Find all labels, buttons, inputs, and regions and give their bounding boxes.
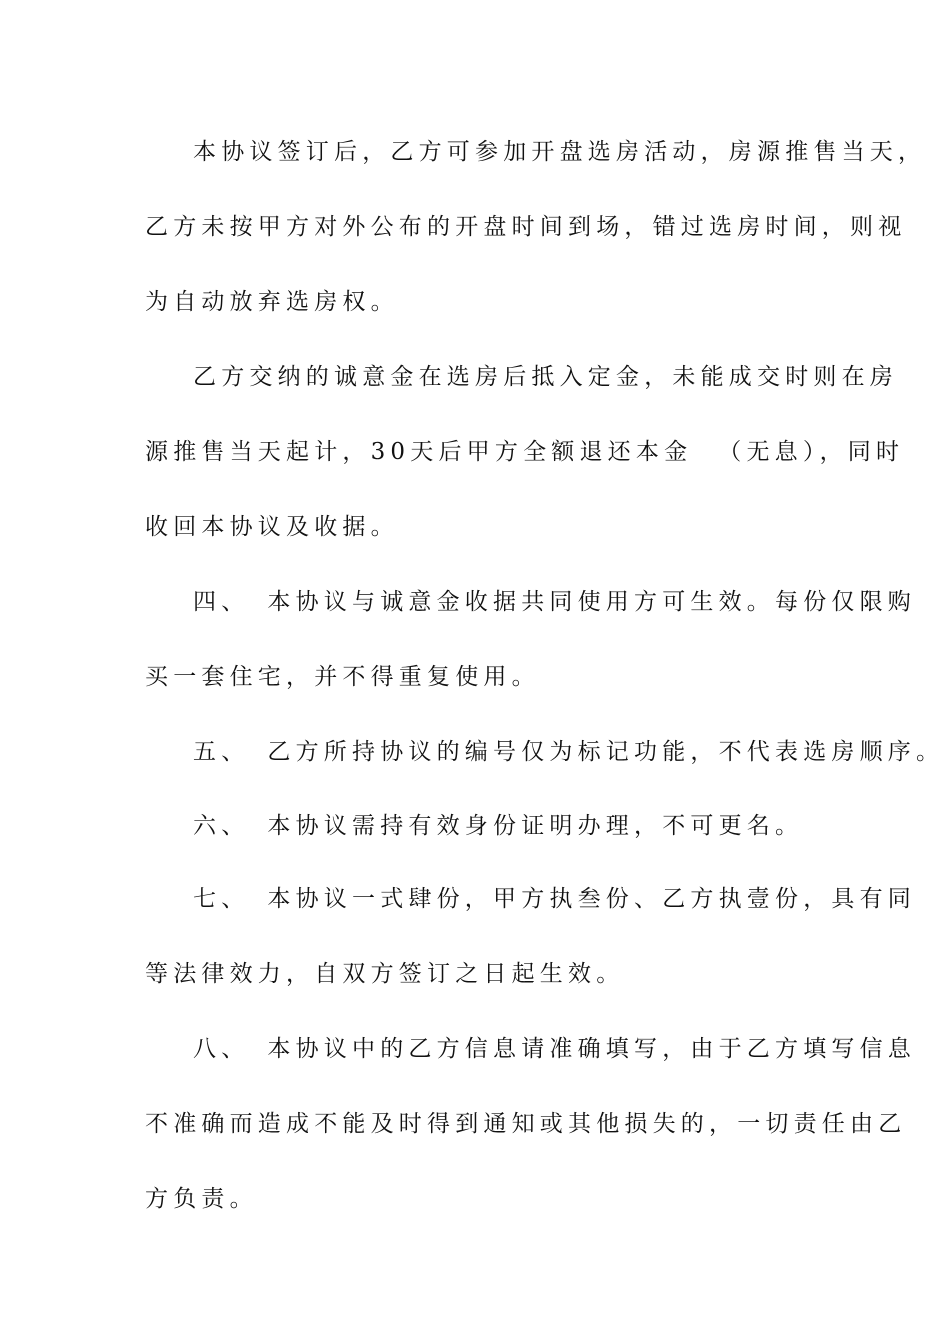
clause-5-text: 乙方所持协议的编号仅为标记功能，不代表选房顺序。 [267,739,945,765]
clause-8-line-2: 不准确而造成不能及时得到通知或其他损失的，一切责任由乙 [145,1111,907,1137]
clause-7-line-1 [193,884,917,914]
clause-8-line-1 [193,1034,917,1064]
paragraph-2-line-3: 收回本协议及收据。 [145,514,399,540]
clause-5-label: 五、 [193,739,250,765]
clause-5-line-1 [193,737,945,767]
clause-6-text: 本协议需持有效身份证明办理，不可更名。 [267,813,804,839]
clause-7-line-2: 等法律效力，自双方签订之日起生效。 [145,961,625,987]
clause-8-label: 八、 [193,1036,250,1062]
clause-7-text: 本协议一式肆份，甲方执叁份、乙方执壹份，具有同 [267,886,917,912]
clause-8-text: 本协议中的乙方信息请准确填写，由于乙方填写信息 [267,1036,917,1062]
paragraph-2-line-2 [145,437,905,467]
paragraph-2-line-1: 乙方交纳的诚意金在选房后抵入定金，未能成交时则在房 [193,364,898,390]
clause-6-line-1 [193,811,873,841]
clause-4-label: 四、 [193,589,250,615]
clause-8-line-3: 方负责。 [145,1186,258,1212]
paragraph-1-line-2: 乙方未按甲方对外公布的开盘时间到场，错过选房时间，则视 [145,214,907,240]
clause-4-text: 本协议与诚意金收据共同使用方可生效。每份仅限购 [267,589,917,615]
clause-4-line-2: 买一套住宅，并不得重复使用。 [145,664,540,690]
clause-7-label: 七、 [193,886,250,912]
paragraph-1-line-3: 为自动放弃选房权。 [145,289,399,315]
clause-4-line-1 [193,587,917,617]
paragraph-2-line-2-note: （无息），同时 [718,439,905,465]
paragraph-2-line-2-text: 源推售当天起计，30天后甲方全额退还本金 [145,439,693,465]
clause-6-label: 六、 [193,813,250,839]
paragraph-1-line-1: 本协议签订后，乙方可参加开盘选房活动，房源推售当天， [193,139,927,165]
